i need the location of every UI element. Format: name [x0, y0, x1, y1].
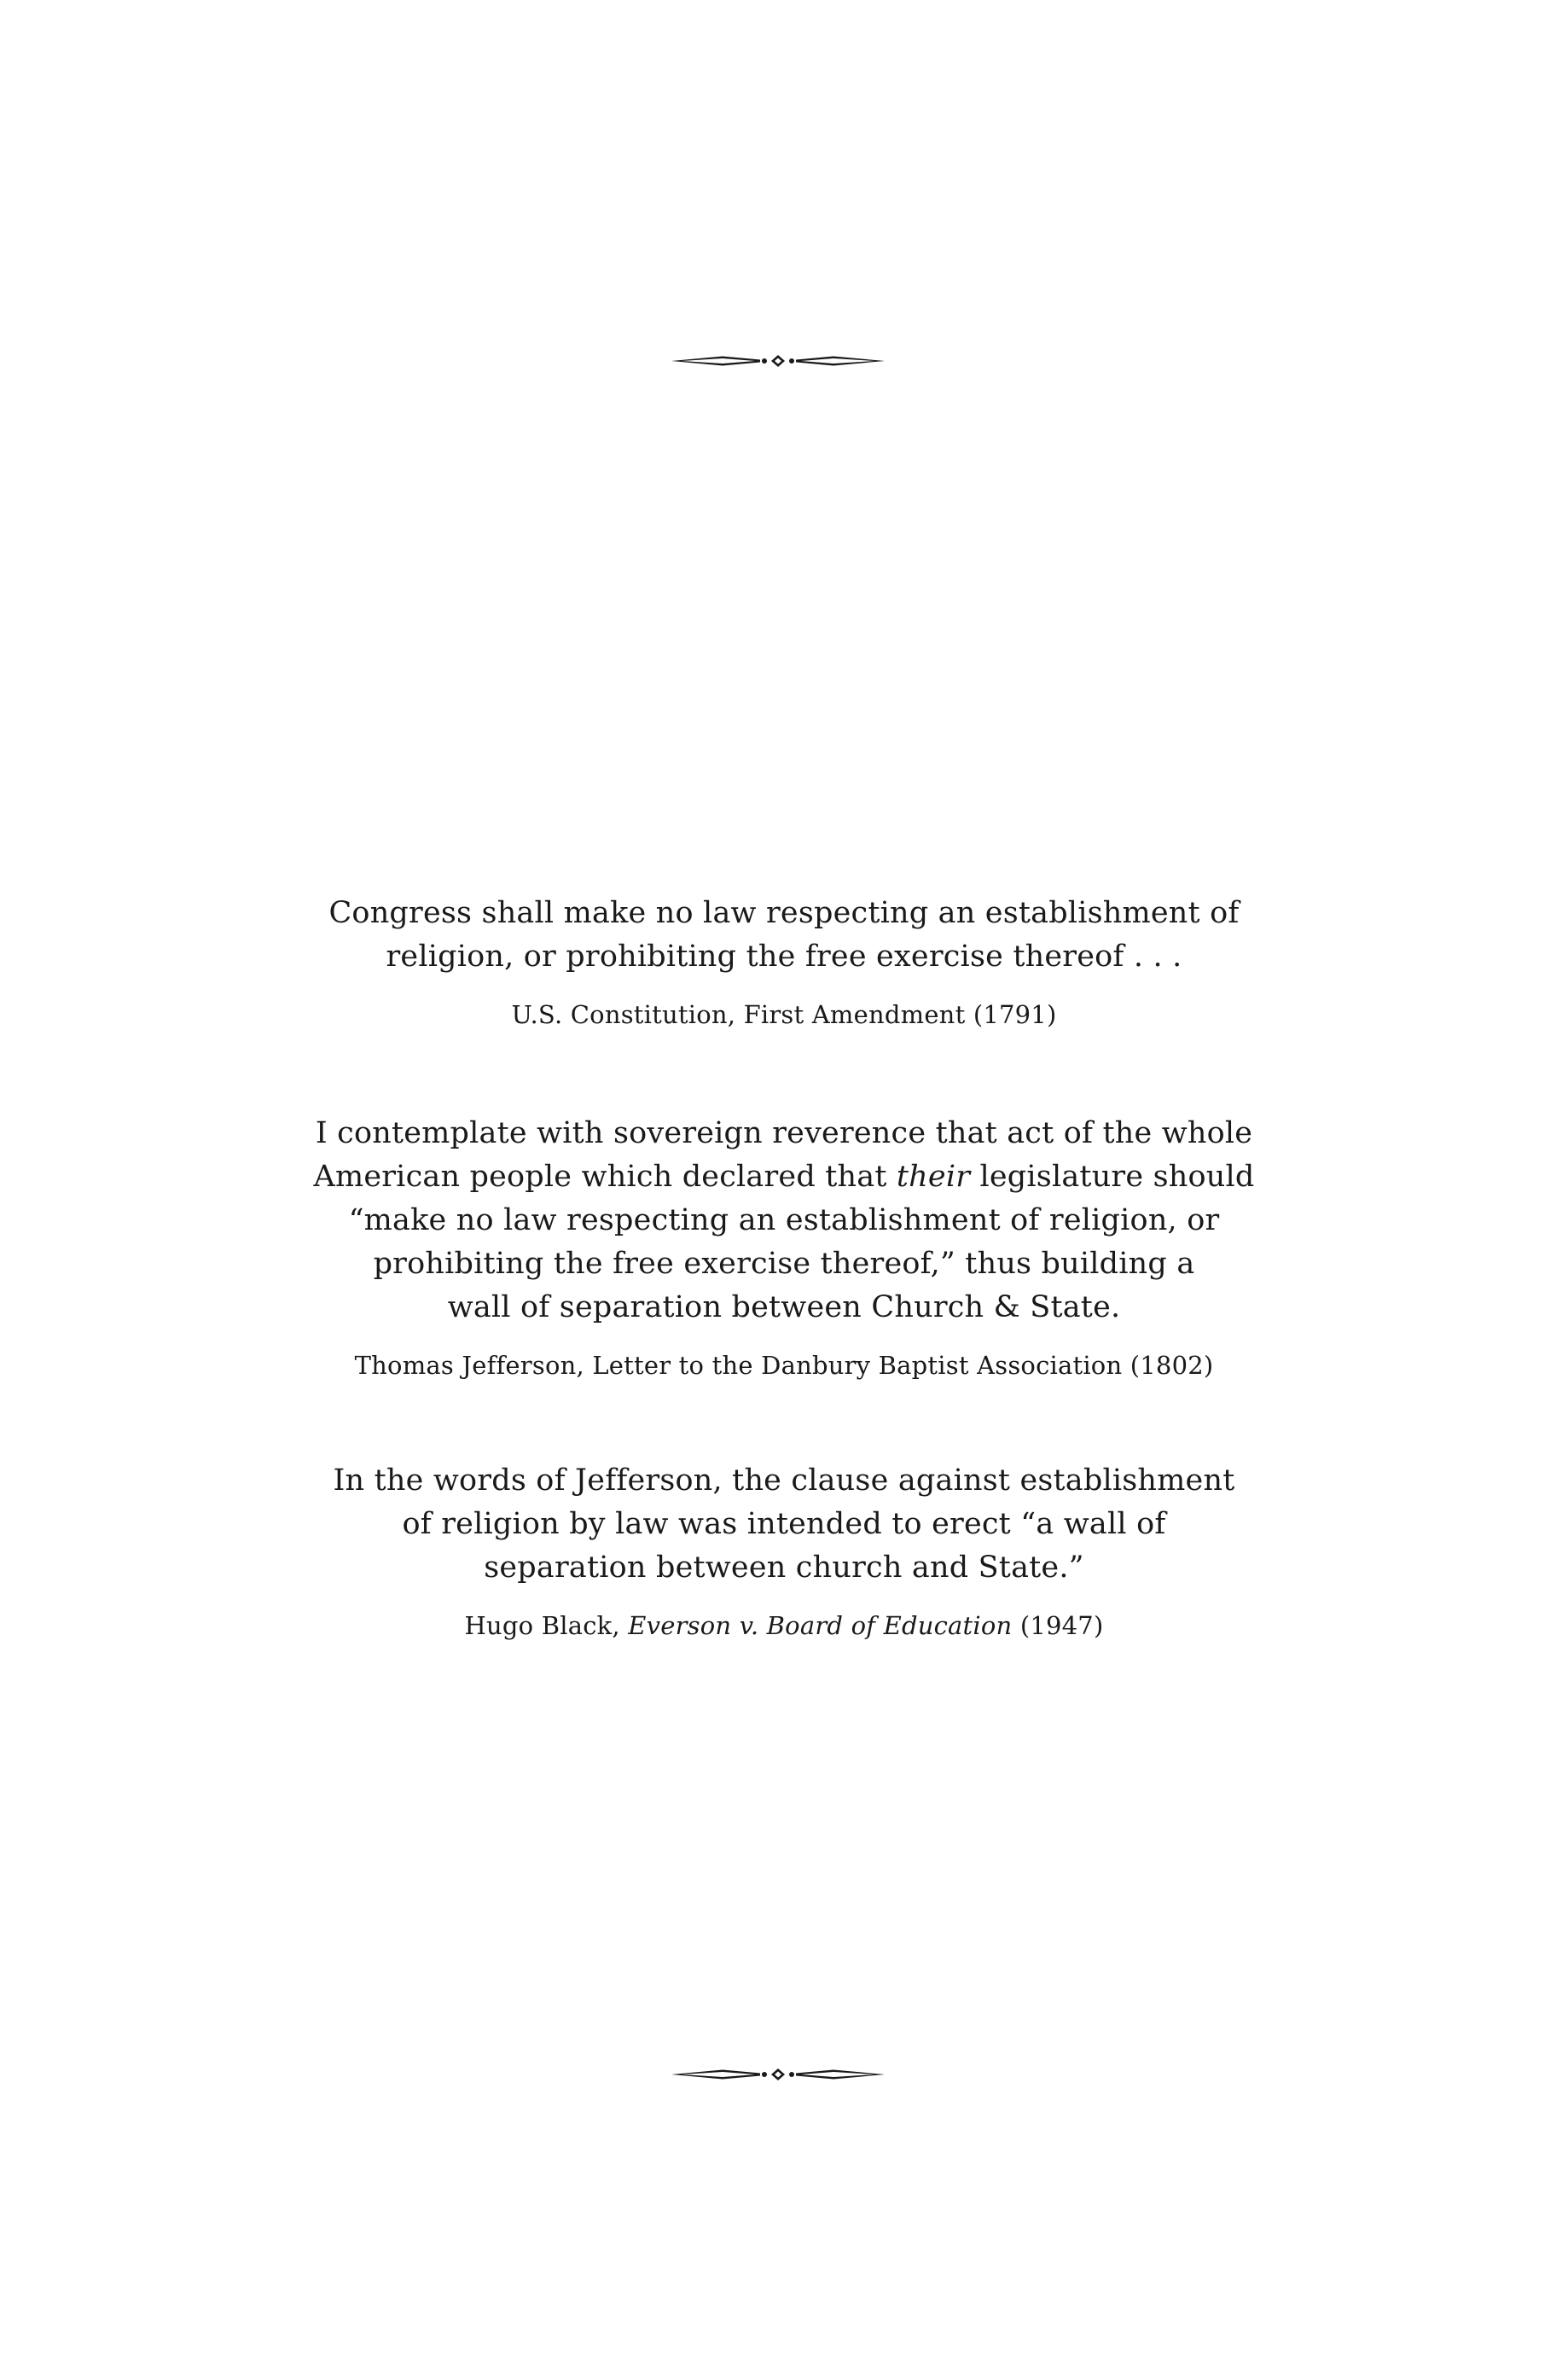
emphasis-their: their [896, 1160, 971, 1194]
attribution-author: Hugo Black, [464, 1611, 629, 1640]
quote-attribution: U.S. Constitution, First Amendment (1791) [511, 1000, 1057, 1029]
quote-line: of religion by law was intended to erect “a wall of [402, 1507, 1166, 1541]
quote-line: “make no law respecting an establishment of religion, or [348, 1203, 1220, 1237]
quote-text [0, 1112, 1568, 1329]
quote-line: I contemplate with sovereign reverence that act of the whole [315, 1116, 1253, 1150]
quote-hugo-black [0, 1459, 1568, 1643]
quote-attribution [0, 1609, 1568, 1643]
quote-line: religion, or prohibiting the free exercise thereof . . . [386, 940, 1182, 974]
quote-line: Congress shall make no law respecting an establishment of [328, 896, 1240, 930]
quote-text [0, 892, 1568, 979]
quote-line: separation between church and State.” [484, 1551, 1084, 1585]
quote-first-amendment [0, 892, 1568, 1032]
attribution-case-title: Everson v. Board of Education [628, 1611, 1013, 1640]
fleuron-divider-icon [671, 352, 885, 369]
quote-text [0, 1459, 1568, 1590]
quote-line: wall of separation between Church & State. [447, 1290, 1121, 1324]
quote-line: American people which declared that their legislature should [313, 1160, 1255, 1194]
quote-line: prohibiting the free exercise thereof,” thus building a [373, 1247, 1195, 1281]
attribution-year: (1947) [1012, 1611, 1104, 1640]
quote-line: In the words of Jefferson, the clause against establishment [333, 1463, 1235, 1498]
quote-jefferson-letter [0, 1112, 1568, 1382]
quote-attribution: Thomas Jefferson, Letter to the Danbury Baptist Association (1802) [354, 1351, 1214, 1380]
fleuron-divider-icon [671, 2066, 885, 2083]
